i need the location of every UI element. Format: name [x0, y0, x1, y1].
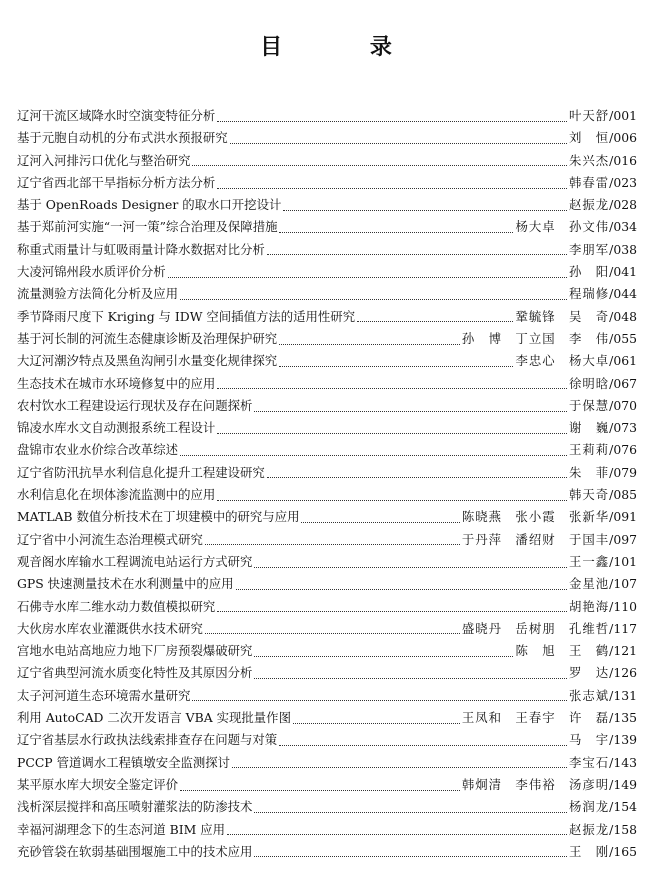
toc-entry-title: 大伙房水库农业灌溉供水技术研究 [17, 620, 203, 636]
toc-entry-page: /097 [609, 531, 637, 547]
toc-entry[interactable] [17, 708, 637, 730]
toc-entry-authors: 孙 阳 [569, 264, 610, 280]
dot-leader [217, 433, 567, 434]
toc-entry-authors: 韩春雷 [569, 174, 610, 190]
toc-entry[interactable] [17, 329, 637, 351]
toc-entry[interactable] [17, 240, 637, 262]
toc-entry-authors: 于丹萍 潘绍财 于国丰 [461, 531, 610, 547]
dot-leader [254, 856, 567, 857]
toc-entry[interactable] [17, 753, 637, 775]
toc-entry-authors: 韩炯清 李伟裕 汤彦明 [461, 776, 610, 792]
toc-entry[interactable] [17, 574, 637, 596]
toc-entry-authors: 程瑞修 [569, 286, 610, 302]
toc-entry-authors: 谢 巍 [569, 420, 610, 436]
toc-entry-title: 称重式雨量计与虹吸雨量计降水数据对比分析 [17, 241, 265, 257]
dot-leader [217, 121, 567, 122]
toc-entry-title: 某平原水库大坝安全鉴定评价 [17, 776, 179, 792]
toc-entry[interactable] [17, 173, 637, 195]
toc-entry[interactable] [17, 262, 637, 284]
toc-entry-page: /038 [609, 241, 637, 257]
toc-entry-page: /048 [609, 308, 637, 324]
toc-entry-authors: 朱兴杰 [569, 152, 610, 168]
dot-leader [254, 656, 513, 657]
toc-entry-page: /070 [609, 397, 637, 413]
toc-entry[interactable] [17, 686, 637, 708]
toc-entry-authors: 马 宇 [569, 732, 610, 748]
toc-entry-page: /143 [609, 754, 637, 770]
dot-leader [254, 812, 567, 813]
toc-entry-title: 锦凌水库水文自动测报系统工程设计 [17, 420, 216, 436]
toc-entry[interactable] [17, 530, 637, 552]
toc-entry-title: 基于 OpenRoads Designer 的取水口开挖设计 [17, 197, 282, 213]
toc-entry[interactable] [17, 730, 637, 752]
toc-entry-title: 宫地水电站高地应力地下厂房预裂爆破研究 [17, 643, 253, 659]
toc-entry-page: /067 [609, 375, 637, 391]
toc-entry[interactable] [17, 195, 637, 217]
toc-entry-title: 幸福河湖理念下的生态河道 BIM 应用 [17, 821, 226, 837]
toc-entry-page: /061 [609, 353, 637, 369]
toc-entry-title: 辽河入河排污口优化与整治研究 [17, 152, 191, 168]
toc-entry-authors: 金星池 [569, 576, 610, 592]
toc-entry-page: /149 [609, 776, 637, 792]
toc-entry-title: PCCP 管道调水工程镇墩安全监测探讨 [17, 754, 231, 770]
toc-entry-page: /041 [609, 264, 637, 280]
toc-entry-page: /117 [609, 620, 637, 636]
toc-entry-page: /079 [609, 464, 637, 480]
page-title: 目 录 [260, 35, 432, 60]
toc-entry[interactable] [17, 485, 637, 507]
toc-entry-authors: 张志斌 [569, 687, 610, 703]
toc-entry-authors: 于保慧 [569, 397, 610, 413]
dot-leader [205, 544, 460, 545]
dot-leader [254, 678, 567, 679]
dot-leader [168, 277, 567, 278]
dot-leader [217, 500, 567, 501]
toc-entry-page: /126 [609, 665, 637, 681]
toc-entry-title: 农村饮水工程建设运行现状及存在问题探析 [17, 397, 253, 413]
toc-entry-title: 流量测验方法简化分析及应用 [17, 286, 179, 302]
toc-entry-title: 辽宁省防汛抗旱水利信息化提升工程建设研究 [17, 464, 265, 480]
toc-entry-page: /006 [609, 130, 637, 146]
toc-entry-title: 充砂管袋在软弱基础围堰施工中的技术应用 [17, 843, 253, 859]
toc-entry-authors: 罗 达 [569, 665, 610, 681]
toc-entry[interactable] [17, 284, 637, 306]
toc-entry-authors: 杨润龙 [569, 799, 610, 815]
toc-entry-page: /101 [609, 553, 637, 569]
toc-entry[interactable] [17, 418, 637, 440]
toc-entry-title: 基于郑前河实施“一河一策”综合治理及保障措施 [17, 219, 278, 235]
toc-entry-title: 水利信息化在坝体渗流监测中的应用 [17, 487, 216, 503]
toc-entry[interactable] [17, 797, 637, 819]
toc-entry-page: /073 [609, 420, 637, 436]
toc-entry-title: 季节降雨尺度下 Kriging 与 IDW 空间插值方法的适用性研究 [17, 308, 356, 324]
toc-entry-title: 辽宁省西北部干旱指标分析方法分析 [17, 174, 216, 190]
toc-entry[interactable] [17, 307, 637, 329]
toc-entry-page: /001 [609, 108, 637, 123]
toc-entry-page: /158 [609, 821, 637, 837]
toc-entry-page: /135 [609, 710, 637, 726]
dot-leader [267, 477, 567, 478]
toc-entry-authors: 李忠心 杨大卓 [515, 353, 610, 369]
toc-entry-page: /091 [609, 509, 637, 525]
dot-leader [192, 700, 567, 701]
dot-leader [180, 455, 567, 456]
dot-leader [205, 633, 460, 634]
toc-entry-authors: 孙 博 丁立国 李 伟 [461, 330, 610, 346]
toc-entry-title: 浅析深层搅拌和高压喷射灌浆法的防渗技术 [17, 799, 253, 815]
dot-leader [293, 723, 460, 724]
toc-entry-page: /085 [609, 487, 637, 503]
toc-entry-authors: 赵振龙 [569, 197, 610, 213]
toc-entry-page: /044 [609, 286, 637, 302]
toc-entry-page: /016 [609, 152, 637, 168]
dot-leader [217, 611, 567, 612]
dot-leader [230, 143, 567, 144]
toc-entry-authors: 王一鑫 [569, 553, 610, 569]
toc-entry-authors: 赵振龙 [569, 821, 610, 837]
toc-entry-page: /165 [609, 843, 637, 859]
dot-leader [217, 388, 567, 389]
toc-entry-authors: 盛晓丹 岳树朋 孔维哲 [461, 620, 610, 636]
toc-entry-authors: 韩天奇 [569, 487, 610, 503]
toc-entry[interactable] [17, 820, 637, 842]
dot-leader [279, 745, 567, 746]
dot-leader [279, 344, 460, 345]
toc-entry-authors: 朱 菲 [569, 464, 610, 480]
toc-entry[interactable] [17, 663, 637, 685]
toc-entry[interactable] [17, 507, 637, 529]
dot-leader [279, 366, 513, 367]
toc-entry-authors: 王莉莉 [569, 442, 610, 458]
dot-leader [180, 299, 567, 300]
toc-entry-authors: 叶天舒 [569, 108, 610, 123]
toc-entry[interactable] [17, 775, 637, 797]
toc-entry-authors: 王 刚 [569, 843, 610, 859]
toc-entry-authors: 杨大卓 孙文伟 [515, 219, 610, 235]
toc-entry[interactable] [17, 351, 637, 373]
toc-entry-authors: 王凤和 王春宇 许 磊 [461, 710, 610, 726]
toc-entry-title: 辽宁省中小河流生态治理模式研究 [17, 531, 203, 547]
toc-entry[interactable] [17, 552, 637, 574]
toc-entry[interactable] [17, 463, 637, 485]
toc-entry-title: 石佛寺水库二维水动力数值模拟研究 [17, 598, 216, 614]
toc-entry-title: 太子河河道生态环境需水量研究 [17, 687, 191, 703]
toc-entry-authors: 陈 旭 王 鹤 [515, 643, 610, 659]
toc-entry-title: 利用 AutoCAD 二次开发语言 VBA 实现批量作图 [17, 710, 291, 726]
dot-leader [180, 790, 460, 791]
toc-entry-page: /034 [609, 219, 637, 235]
dot-leader [301, 522, 459, 523]
toc-entry-title: 生态技术在城市水环境修复中的应用 [17, 375, 216, 391]
dot-leader [227, 834, 567, 835]
toc-entry-page: /131 [609, 687, 637, 703]
toc-entry-page: /154 [609, 799, 637, 815]
toc-entry-title: GPS 快速测量技术在水利测量中的应用 [17, 576, 234, 592]
toc-entry-title: 辽宁省基层水行政执法线索排查存在问题与对策 [17, 732, 278, 748]
toc-entry-title: 基于元胞自动机的分布式洪水预报研究 [17, 130, 228, 146]
dot-leader [217, 188, 567, 189]
dot-leader [283, 210, 567, 211]
dot-leader [267, 254, 567, 255]
dot-leader [236, 589, 567, 590]
toc-entry[interactable] [17, 151, 637, 173]
toc-entry-page: /110 [609, 598, 637, 614]
toc-entry-page: /028 [609, 197, 637, 213]
dot-leader [254, 411, 567, 412]
toc-entry-page: /121 [609, 643, 637, 659]
toc-entry-authors: 李朋军 [569, 241, 610, 257]
toc-entry-authors: 胡艳海 [569, 598, 610, 614]
dot-leader [192, 165, 567, 166]
toc-entry[interactable] [17, 440, 637, 462]
toc-entry-title: 大辽河潮汐特点及黑鱼沟闸引水量变化规律探究 [17, 353, 278, 369]
dot-leader [254, 567, 567, 568]
dot-leader [232, 767, 567, 768]
toc-entry-authors: 鞏毓锋 吴 奇 [515, 308, 610, 324]
toc-entry-title: 辽宁省典型河流水质变化特性及其原因分析 [17, 665, 253, 681]
toc-entry-page: /139 [609, 732, 637, 748]
dot-leader [279, 232, 513, 233]
toc-entry[interactable] [17, 641, 637, 663]
toc-entry[interactable] [17, 597, 637, 619]
toc-entry-title: 辽河干流区域降水时空演变特征分析 [17, 108, 216, 123]
toc-entry-title: MATLAB 数值分析技术在丁坝建模中的研究与应用 [17, 509, 300, 525]
toc-entry-page: /055 [609, 330, 637, 346]
toc-entry[interactable] [17, 217, 637, 239]
toc-entry-authors: 陈晓燕 张小霞 张新华 [461, 509, 610, 525]
table-of-contents [17, 106, 637, 864]
toc-entry-title: 盘锦市农业水价综合改革综述 [17, 442, 179, 458]
toc-entry-authors: 刘 恒 [569, 130, 610, 146]
toc-entry-page: /107 [609, 576, 637, 592]
toc-entry[interactable] [17, 842, 637, 864]
toc-entry-authors: 李宝石 [569, 754, 610, 770]
toc-entry-page: /023 [609, 174, 637, 190]
toc-entry-title: 大凌河锦州段水质评价分析 [17, 264, 166, 280]
toc-entry[interactable] [17, 128, 637, 150]
dot-leader [357, 321, 513, 322]
toc-entry-title: 观音阁水库输水工程调流电站运行方式研究 [17, 553, 253, 569]
toc-entry-title: 基于河长制的河流生态健康诊断及治理保护研究 [17, 330, 278, 346]
toc-entry-page: /076 [609, 442, 637, 458]
toc-entry[interactable] [17, 374, 637, 396]
toc-entry[interactable] [17, 619, 637, 641]
toc-entry[interactable] [17, 396, 637, 418]
toc-entry-authors: 徐明晗 [569, 375, 610, 391]
toc-entry[interactable] [17, 106, 637, 128]
